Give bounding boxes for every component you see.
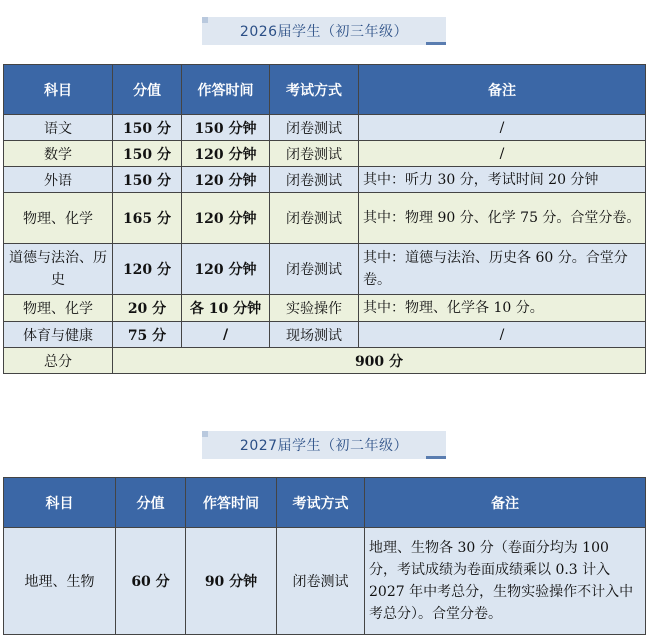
section1-title (202, 17, 446, 45)
title-decoration (202, 431, 208, 437)
cell-note: 地理、生物各 30 分（卷面分均为 100 分，考试成绩为卷面成绩乘以 0.3 计入 2027 年中考总分，生物实验操作不计入中考总分）。合堂分卷。 (365, 528, 646, 635)
section1-title-text: 2026届学生（初三年级） (239, 24, 409, 40)
cell-method: 闭卷测试 (277, 528, 365, 635)
cell-score: 60 分 (116, 528, 186, 635)
header-score: 分值 (113, 65, 182, 115)
cell-subject: 物理、化学 (4, 193, 113, 244)
cell-note: 其中：物理 90 分、化学 75 分。合堂分卷。 (359, 193, 646, 244)
cell-method: 闭卷测试 (270, 141, 359, 167)
cell-time: 150 分钟 (182, 115, 270, 141)
cell-score: 150 分 (113, 115, 182, 141)
cell-method: 闭卷测试 (270, 115, 359, 141)
header-time: 作答时间 (186, 478, 277, 528)
cell-note: / (359, 141, 646, 167)
header-score: 分值 (116, 478, 186, 528)
title-decoration (202, 17, 208, 23)
table-header-row (4, 478, 646, 528)
section2-title-text: 2027届学生（初二年级） (239, 438, 409, 454)
total-value: 900 分 (113, 348, 646, 374)
cell-note: / (359, 322, 646, 348)
header-subject: 科目 (4, 478, 116, 528)
exam-table-2027 (3, 477, 646, 635)
header-note: 备注 (359, 65, 646, 115)
cell-note: 其中：物理、化学各 10 分。 (359, 295, 646, 322)
cell-score: 75 分 (113, 322, 182, 348)
table-row (4, 528, 646, 635)
cell-subject: 道德与法治、历史 (4, 244, 113, 295)
header-method: 考试方式 (277, 478, 365, 528)
cell-subject: 外语 (4, 167, 113, 193)
title-decoration (426, 42, 446, 45)
cell-subject: 数学 (4, 141, 113, 167)
table-row (4, 141, 646, 167)
title-decoration (426, 456, 446, 459)
cell-method: 闭卷测试 (270, 193, 359, 244)
table-row (4, 322, 646, 348)
table-row (4, 295, 646, 322)
section2-title (202, 431, 446, 459)
table-row (4, 244, 646, 295)
cell-time: 120 分钟 (182, 141, 270, 167)
cell-method: 闭卷测试 (270, 167, 359, 193)
cell-score: 20 分 (113, 295, 182, 322)
cell-subject: 物理、化学 (4, 295, 113, 322)
header-time: 作答时间 (182, 65, 270, 115)
cell-subject: 体育与健康 (4, 322, 113, 348)
cell-note: 其中：听力 30 分，考试时间 20 分钟 (359, 167, 646, 193)
cell-score: 165 分 (113, 193, 182, 244)
cell-score: 120 分 (113, 244, 182, 295)
cell-time: / (182, 322, 270, 348)
cell-time: 各 10 分钟 (182, 295, 270, 322)
cell-time: 120 分钟 (182, 193, 270, 244)
cell-time: 90 分钟 (186, 528, 277, 635)
header-note: 备注 (365, 478, 646, 528)
table-total-row (4, 348, 646, 374)
table-header-row (4, 65, 646, 115)
header-subject: 科目 (4, 65, 113, 115)
table-row (4, 193, 646, 244)
cell-note: 其中：道德与法治、历史各 60 分。合堂分卷。 (359, 244, 646, 295)
cell-subject: 语文 (4, 115, 113, 141)
exam-table-2026 (3, 64, 646, 374)
table-row (4, 167, 646, 193)
cell-score: 150 分 (113, 141, 182, 167)
cell-method: 现场测试 (270, 322, 359, 348)
cell-method: 实验操作 (270, 295, 359, 322)
cell-time: 120 分钟 (182, 244, 270, 295)
total-label: 总分 (4, 348, 113, 374)
header-method: 考试方式 (270, 65, 359, 115)
cell-score: 150 分 (113, 167, 182, 193)
cell-subject: 地理、生物 (4, 528, 116, 635)
cell-note: / (359, 115, 646, 141)
cell-time: 120 分钟 (182, 167, 270, 193)
cell-method: 闭卷测试 (270, 244, 359, 295)
table-row (4, 115, 646, 141)
